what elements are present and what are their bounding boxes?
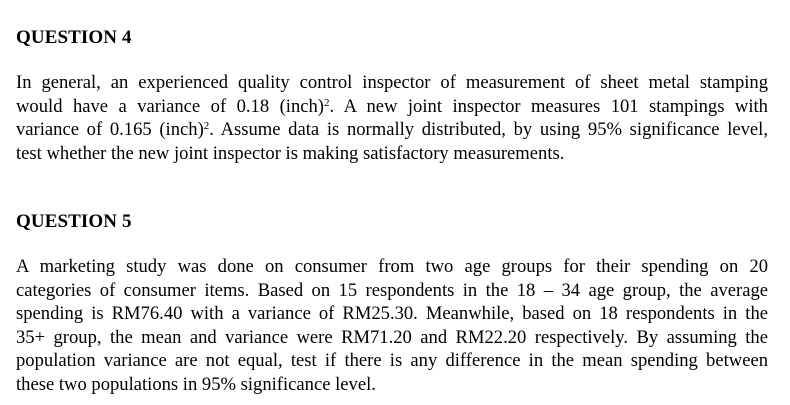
question-5-line-6: these two populations in 95% significance level. — [16, 373, 376, 395]
question-5-line-1: A marketing study was done on consumer from two age groups for their spending on 20 — [16, 256, 768, 277]
question-4-line-3: variance of 0.165 (inch)$^2$. Assume data is normally distributed, by using 95% significance level, — [16, 119, 768, 140]
question-4-heading: QUESTION 4 — [16, 27, 132, 48]
question-4-text — [16, 71, 768, 165]
question-4-line-4: test whether the new joint inspector is making satisfactory measurements. — [16, 142, 565, 164]
question-4-line-2: would have a variance of 0.18 (inch)$^2$. A new joint inspector measures 101 stampings with — [16, 95, 768, 117]
superscript-2: 2 — [324, 96, 330, 109]
question-5-line-3: spending is RM76.40 with a variance of RM25.30. Meanwhile, based on 18 respondents in the — [16, 303, 768, 324]
superscript-2: 2 — [203, 120, 210, 132]
question-5-line-4: 35+ group, the mean and variance were RM71.20 and RM22.20 respectively. By assuming the — [16, 326, 768, 348]
question-4-line-1: In general, an experienced quality control inspector of measurement of sheet metal stamping — [16, 72, 768, 93]
question-5-line-5: population variance are not equal, test if there is any difference in the mean spending between — [16, 350, 768, 371]
question-5-text — [16, 255, 768, 396]
question-5-heading: QUESTION 5 — [16, 211, 132, 232]
question-5-line-2: categories of consumer items. Based on 15 respondents in the 18 – 34 age group, the average — [16, 279, 768, 301]
